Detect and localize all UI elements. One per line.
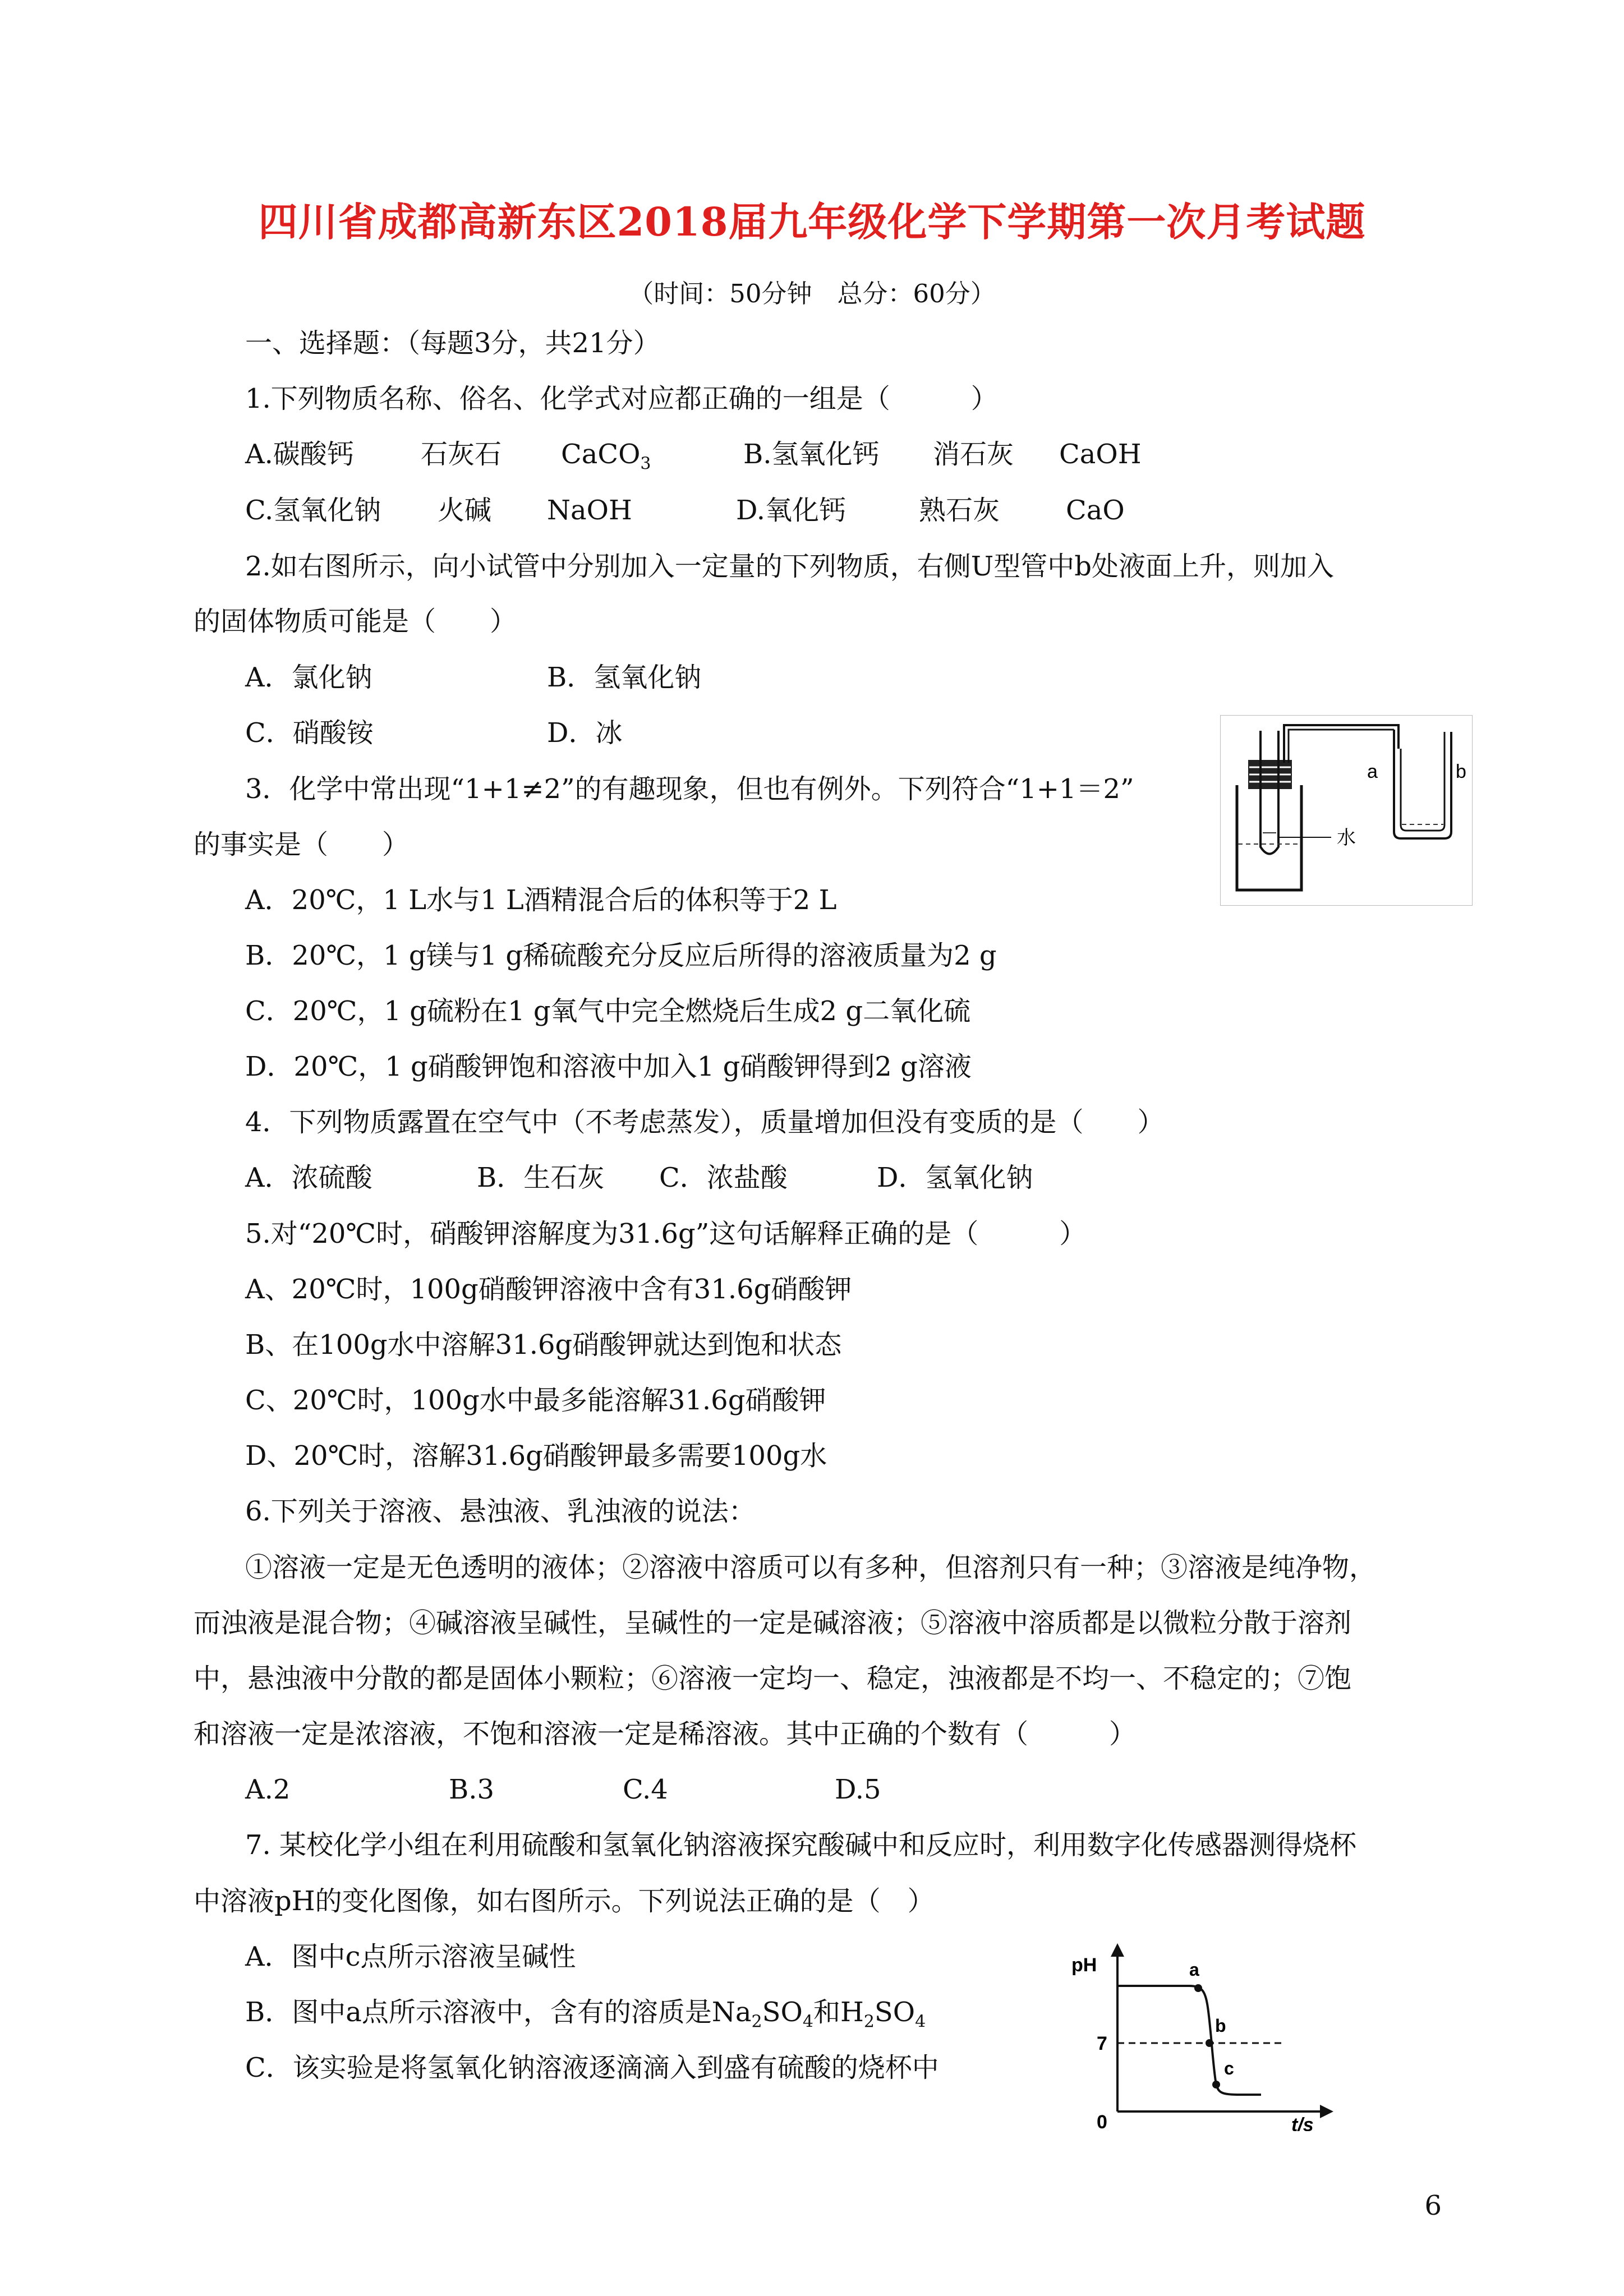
q6-stem: 6.下列关于溶液、悬浊液、乳浊液的说法： (245, 1496, 756, 1527)
q4-option-a: A．浓硫酸 (245, 1162, 372, 1193)
point-a-label: a (1189, 1960, 1199, 1980)
q1-option-d-label: D.氧化钙 (736, 495, 846, 526)
label-water: 水 (1337, 827, 1356, 849)
q1-option-c-formula: NaOH (547, 495, 632, 526)
exam-info: （时间：50分钟 总分：60分） (628, 279, 996, 308)
q3-stem-line2: 的事实是（ ） (194, 829, 410, 860)
q2-option-c: C．硝酸铵 (245, 717, 374, 749)
section-heading: 一、选择题：（每题3分，共21分） (245, 328, 660, 359)
q6-statement-line4: 和溶液一定是浓溶液，不饱和溶液一定是稀溶液。其中正确的个数有（ ） (194, 1718, 1137, 1750)
q7-stem-line1: 7. 某校化学小组在利用硫酸和氢氧化钠溶液探究酸碱中和反应时，利用数字化传感器测得烧杯 (245, 1829, 1357, 1861)
label-a: a (1367, 761, 1378, 782)
q2-stem-line2: 的固体物质可能是（ ） (194, 606, 517, 637)
origin-label: 0 (1097, 2111, 1107, 2131)
q1-option-b-common: 消石灰 (933, 439, 1014, 470)
q7-option-c: C．该实验是将氢氧化钠溶液逐滴滴入到盛有硫酸的烧杯中 (245, 2052, 939, 2083)
q1-option-c-common: 火碱 (438, 495, 492, 526)
q3-option-d: D．20℃，1 g硝酸钾饱和溶液中加入1 g硝酸钾得到2 g溶液 (245, 1051, 972, 1082)
q2-option-b: B．氢氧化钠 (547, 662, 702, 693)
q5-option-a: A、20℃时，100g硝酸钾溶液中含有31.6g硝酸钾 (245, 1274, 852, 1305)
x-axis-label: t/s (1291, 2114, 1314, 2131)
q1-option-a-common: 石灰石 (421, 439, 502, 470)
q4-stem: 4．下列物质露置在空气中（不考虑蒸发），质量增加但没有变质的是（ ） (245, 1106, 1165, 1138)
q7-option-b: B．图中a点所示溶液中，含有的溶质是$Na_2SO_4$和$H_2SO_4$ (245, 1997, 926, 2032)
point-c-label: c (1224, 2058, 1234, 2078)
q6-statement-line3: 中，悬浊液中分散的都是固体小颗粒；⑥溶液一定均一、稳定，浊液都是不均一、不稳定的；⑦饱 (194, 1663, 1352, 1694)
q6-statement-line2: 而浊液是混合物；④碱溶液呈碱性，呈碱性的一定是碱溶液；⑤溶液中溶质都是以微粒分散于溶剂 (194, 1607, 1352, 1639)
q1-option-d-common: 熟石灰 (919, 495, 1000, 526)
q7-option-a: A．图中c点所示溶液呈碱性 (245, 1941, 576, 1972)
q1-option-d-formula: CaO (1066, 495, 1125, 526)
page-title: 四川省成都高新东区2018届九年级化学下学期第一次月考试题 (258, 199, 1366, 245)
q2-option-d: D．冰 (547, 717, 623, 749)
q6-statement-line1: ①溶液一定是无色透明的液体；②溶液中溶质可以有多种，但溶剂只有一种；③溶液是纯净物， (245, 1552, 1377, 1583)
q1-stem: 1.下列物质名称、俗名、化学式对应都正确的一组是（ ） (245, 383, 998, 414)
q1-option-a-formula: CaCO$_3$ (561, 439, 651, 474)
point-b-marker (1206, 2039, 1213, 2047)
ref-line-label: 7 (1097, 2033, 1107, 2054)
q3-option-b: B．20℃，1 g镁与1 g稀硫酸充分反应后所得的溶液质量为2 g (245, 940, 997, 971)
q4-option-b: B．生石灰 (477, 1162, 605, 1193)
q1-option-a-label: A.碳酸钙 (245, 439, 354, 470)
q6-option-a: A.2 (245, 1774, 291, 1805)
q5-stem: 5.对“20℃时，硝酸钾溶解度为31.6g”这句话解释正确的是（ ） (245, 1218, 1087, 1250)
u-tube-apparatus-figure (1220, 715, 1473, 906)
q4-option-d: D．氢氧化钠 (877, 1162, 1033, 1193)
q3-option-a: A．20℃，1 L水与1 L酒精混合后的体积等于2 L (245, 884, 837, 916)
q6-option-b: B.3 (449, 1774, 495, 1805)
label-b: b (1456, 761, 1466, 782)
point-b-label: b (1215, 2016, 1226, 2036)
page-number: 6 (1424, 2190, 1442, 2221)
q5-option-d: D、20℃时，溶解31.6g硝酸钾最多需要100g水 (245, 1440, 827, 1472)
point-a-marker (1194, 1984, 1202, 1992)
q2-stem-line1: 2.如右图所示，向小试管中分别加入一定量的下列物质，右侧U型管中b处液面上升，则加入 (245, 551, 1334, 582)
q5-option-b: B、在100g水中溶解31.6g硝酸钾就达到饱和状态 (245, 1329, 842, 1361)
q1-option-c-label: C.氢氧化钠 (245, 495, 381, 526)
q2-option-a: A．氯化钠 (245, 662, 372, 693)
test-tube-icon (1260, 731, 1278, 854)
ph-curve (1117, 1986, 1261, 2095)
q6-option-c: C.4 (623, 1774, 668, 1805)
q5-option-c: C、20℃时，100g水中最多能溶解31.6g硝酸钾 (245, 1385, 826, 1416)
point-c-marker (1212, 2081, 1220, 2088)
q1-option-b-label: B.氢氧化钙 (743, 439, 880, 470)
q3-stem-line1: 3．化学中常出现“1+1≠2”的有趣现象，但也有例外。下列符合“1+1＝2” (245, 773, 1134, 805)
q6-option-d: D.5 (835, 1774, 881, 1805)
q4-option-c: C．浓盐酸 (659, 1162, 788, 1193)
y-axis-label: pH (1071, 1954, 1097, 1976)
q1-option-b-formula: CaOH (1059, 439, 1142, 470)
q3-option-c: C．20℃，1 g硫粉在1 g氧气中完全燃烧后生成2 g二氧化硫 (245, 995, 971, 1027)
ph-curve-chart (1071, 1938, 1352, 2131)
q7-stem-line2: 中溶液pH的变化图像，如右图所示。下列说法正确的是（ ） (194, 1885, 935, 1917)
